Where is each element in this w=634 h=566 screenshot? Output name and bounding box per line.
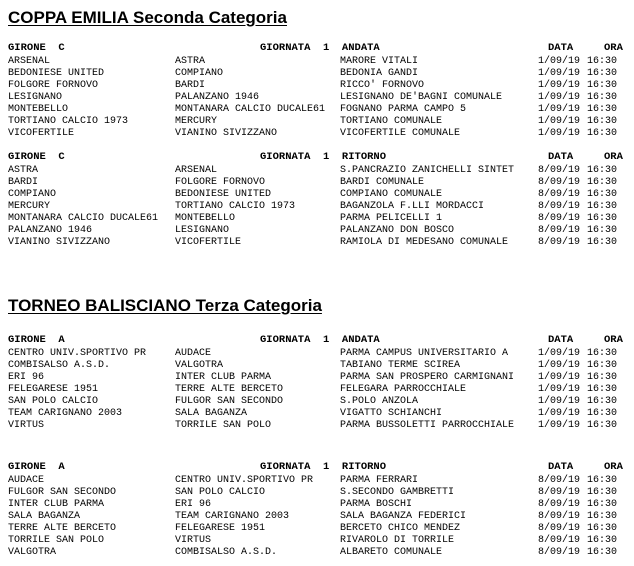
match-date: 8/09/19 <box>538 201 581 212</box>
match-date: 1/09/19 <box>538 104 581 115</box>
match-date: 8/09/19 <box>538 475 581 486</box>
away-team: MERCURY <box>175 116 218 127</box>
match-time: 16:30 <box>587 177 618 188</box>
home-team: VICOFERTILE <box>8 128 75 139</box>
venue: PARMA SAN PROSPERO CARMIGNANI <box>340 372 515 383</box>
venue: RICCO' FORNOVO <box>340 80 425 91</box>
table-row <box>0 56 634 68</box>
table-row <box>0 189 634 201</box>
table-row <box>0 177 634 189</box>
home-team: VIANINO SIVIZZANO <box>8 237 111 248</box>
match-time: 16:30 <box>587 360 618 371</box>
away-team: BEDONIESE UNITED <box>175 189 272 200</box>
giornata-label: GIORNATA 1 ANDATA <box>260 42 380 54</box>
table-row <box>0 68 634 80</box>
venue: S.PANCRAZIO ZANICHELLI SINTET <box>340 165 515 176</box>
away-team: AUDACE <box>175 348 212 359</box>
match-time: 16:30 <box>587 547 618 558</box>
venue: TABIANO TERME SCIREA <box>340 360 461 371</box>
time-column-header: ORA <box>604 151 623 163</box>
table-row <box>0 511 634 523</box>
away-team: ASTRA <box>175 56 206 67</box>
home-team: ARSENAL <box>8 56 51 67</box>
match-time: 16:30 <box>587 384 618 395</box>
away-team: SALA BAGANZA <box>175 408 248 419</box>
match-time: 16:30 <box>587 201 618 212</box>
away-team: VALGOTRA <box>175 360 224 371</box>
home-team: TORTIANO CALCIO 1973 <box>8 116 129 127</box>
time-column-header: ORA <box>604 42 623 54</box>
venue: LESIGNANO DE'BAGNI COMUNALE <box>340 92 503 103</box>
away-team: VIANINO SIVIZZANO <box>175 128 278 139</box>
date-column-header: DATA <box>548 334 574 346</box>
home-team: BARDI <box>8 177 39 188</box>
match-date: 1/09/19 <box>538 80 581 91</box>
table-row <box>0 128 634 140</box>
away-team: COMBISALSO A.S.D. <box>175 547 278 558</box>
table-row <box>0 201 634 213</box>
home-team: VIRTUS <box>8 420 45 431</box>
home-team: TEAM CARIGNANO 2003 <box>8 408 123 419</box>
away-team: FELEGARESE 1951 <box>175 523 266 534</box>
giornata-label: GIORNATA 1 RITORNO <box>260 461 387 473</box>
table-row <box>0 384 634 396</box>
venue: PARMA PELICELLI 1 <box>340 213 443 224</box>
match-date: 8/09/19 <box>538 213 581 224</box>
home-team: AUDACE <box>8 475 45 486</box>
match-time: 16:30 <box>587 104 618 115</box>
away-team: ARSENAL <box>175 165 218 176</box>
venue: PARMA FERRARI <box>340 475 419 486</box>
match-date: 8/09/19 <box>538 499 581 510</box>
table-row <box>0 408 634 420</box>
table-row <box>0 420 634 432</box>
girone-label: GIRONE A <box>8 461 65 473</box>
table-row <box>0 225 634 237</box>
home-team: SAN POLO CALCIO <box>8 396 99 407</box>
section-title: TORNEO BALISCIANO Terza Categoria <box>8 296 322 315</box>
home-team: CENTRO UNIV.SPORTIVO PR <box>8 348 147 359</box>
date-column-header: DATA <box>548 42 574 54</box>
table-row <box>0 104 634 116</box>
match-time: 16:30 <box>587 80 618 91</box>
match-date: 8/09/19 <box>538 225 581 236</box>
home-team: BEDONIESE UNITED <box>8 68 105 79</box>
venue: VIGATTO SCHIANCHI <box>340 408 443 419</box>
match-time: 16:30 <box>587 396 618 407</box>
table-row <box>0 92 634 104</box>
match-date: 1/09/19 <box>538 128 581 139</box>
match-time: 16:30 <box>587 165 618 176</box>
home-team: FULGOR SAN SECONDO <box>8 487 117 498</box>
table-row <box>0 213 634 225</box>
venue: S.POLO ANZOLA <box>340 396 419 407</box>
match-date: 8/09/19 <box>538 535 581 546</box>
match-time: 16:30 <box>587 116 618 127</box>
match-date: 8/09/19 <box>538 177 581 188</box>
venue: BERCETO CHICO MENDEZ <box>340 523 461 534</box>
giornata-label: GIORNATA 1 ANDATA <box>260 334 380 346</box>
match-date: 8/09/19 <box>538 165 581 176</box>
table-header <box>0 42 634 54</box>
match-time: 16:30 <box>587 213 618 224</box>
away-team: SAN POLO CALCIO <box>175 487 266 498</box>
home-team: ASTRA <box>8 165 39 176</box>
venue: ALBARETO COMUNALE <box>340 547 443 558</box>
venue: PALANZANO DON BOSCO <box>340 225 455 236</box>
table-row <box>0 499 634 511</box>
venue: COMPIANO COMUNALE <box>340 189 443 200</box>
away-team: PALANZANO 1946 <box>175 92 260 103</box>
match-time: 16:30 <box>587 475 618 486</box>
match-date: 8/09/19 <box>538 511 581 522</box>
match-time: 16:30 <box>587 523 618 534</box>
home-team: PALANZANO 1946 <box>8 225 93 236</box>
home-team: MONTANARA CALCIO DUCALE61 <box>8 213 159 224</box>
table-row <box>0 80 634 92</box>
match-time: 16:30 <box>587 420 618 431</box>
home-team: INTER CLUB PARMA <box>8 499 105 510</box>
home-team: COMBISALSO A.S.D. <box>8 360 111 371</box>
match-date: 1/09/19 <box>538 372 581 383</box>
table-row <box>0 475 634 487</box>
home-team: FOLGORE FORNOVO <box>8 80 99 91</box>
table-row <box>0 523 634 535</box>
home-team: SALA BAGANZA <box>8 511 81 522</box>
match-time: 16:30 <box>587 499 618 510</box>
date-column-header: DATA <box>548 151 574 163</box>
match-time: 16:30 <box>587 92 618 103</box>
table-row <box>0 165 634 177</box>
venue: BAGANZOLA F.LLI MORDACCI <box>340 201 485 212</box>
away-team: FULGOR SAN SECONDO <box>175 396 284 407</box>
venue: FOGNANO PARMA CAMPO 5 <box>340 104 467 115</box>
home-team: COMPIANO <box>8 189 57 200</box>
table-row <box>0 237 634 249</box>
table-row <box>0 372 634 384</box>
venue: FELEGARA PARROCCHIALE <box>340 384 467 395</box>
match-date: 1/09/19 <box>538 68 581 79</box>
away-team: FOLGORE FORNOVO <box>175 177 266 188</box>
away-team: LESIGNANO <box>175 225 230 236</box>
home-team: MERCURY <box>8 201 51 212</box>
table-header <box>0 334 634 346</box>
venue: RAMIOLA DI MEDESANO COMUNALE <box>340 237 509 248</box>
away-team: TEAM CARIGNANO 2003 <box>175 511 290 522</box>
away-team: TERRE ALTE BERCETO <box>175 384 284 395</box>
section-title: COPPA EMILIA Seconda Categoria <box>8 8 287 27</box>
venue: SALA BAGANZA FEDERICI <box>340 511 467 522</box>
date-column-header: DATA <box>548 461 574 473</box>
match-time: 16:30 <box>587 56 618 67</box>
girone-label: GIRONE C <box>8 151 65 163</box>
away-team: BARDI <box>175 80 206 91</box>
match-date: 1/09/19 <box>538 56 581 67</box>
table-row <box>0 348 634 360</box>
venue: PARMA BUSSOLETTI PARROCCHIALE <box>340 420 515 431</box>
away-team: ERI 96 <box>175 499 212 510</box>
home-team: TERRE ALTE BERCETO <box>8 523 117 534</box>
venue: PARMA CAMPUS UNIVERSITARIO A <box>340 348 509 359</box>
time-column-header: ORA <box>604 334 623 346</box>
time-column-header: ORA <box>604 461 623 473</box>
match-date: 8/09/19 <box>538 189 581 200</box>
match-date: 1/09/19 <box>538 396 581 407</box>
match-time: 16:30 <box>587 348 618 359</box>
venue: MARORE VITALI <box>340 56 419 67</box>
match-date: 8/09/19 <box>538 547 581 558</box>
away-team: TORTIANO CALCIO 1973 <box>175 201 296 212</box>
match-time: 16:30 <box>587 225 618 236</box>
home-team: ERI 96 <box>8 372 45 383</box>
venue: VICOFERTILE COMUNALE <box>340 128 461 139</box>
table-row <box>0 360 634 372</box>
home-team: FELEGARESE 1951 <box>8 384 99 395</box>
match-date: 8/09/19 <box>538 523 581 534</box>
match-time: 16:30 <box>587 189 618 200</box>
home-team: LESIGNANO <box>8 92 63 103</box>
match-time: 16:30 <box>587 128 618 139</box>
home-team: VALGOTRA <box>8 547 57 558</box>
venue: BEDONIA GANDI <box>340 68 419 79</box>
match-time: 16:30 <box>587 372 618 383</box>
away-team: TORRILE SAN POLO <box>175 420 272 431</box>
table-row <box>0 396 634 408</box>
away-team: MONTANARA CALCIO DUCALE61 <box>175 104 326 115</box>
match-date: 8/09/19 <box>538 487 581 498</box>
home-team: TORRILE SAN POLO <box>8 535 105 546</box>
match-date: 1/09/19 <box>538 116 581 127</box>
away-team: CENTRO UNIV.SPORTIVO PR <box>175 475 314 486</box>
match-date: 1/09/19 <box>538 348 581 359</box>
table-row <box>0 116 634 128</box>
table-header <box>0 151 634 163</box>
table-row <box>0 535 634 547</box>
venue: BARDI COMUNALE <box>340 177 425 188</box>
away-team: INTER CLUB PARMA <box>175 372 272 383</box>
match-time: 16:30 <box>587 535 618 546</box>
match-time: 16:30 <box>587 68 618 79</box>
venue: RIVAROLO DI TORRILE <box>340 535 455 546</box>
venue: PARMA BOSCHI <box>340 499 413 510</box>
venue: TORTIANO COMUNALE <box>340 116 443 127</box>
away-team: VIRTUS <box>175 535 212 546</box>
girone-label: GIRONE A <box>8 334 65 346</box>
venue: S.SECONDO GAMBRETTI <box>340 487 455 498</box>
giornata-label: GIORNATA 1 RITORNO <box>260 151 387 163</box>
match-time: 16:30 <box>587 487 618 498</box>
table-row <box>0 487 634 499</box>
table-row <box>0 547 634 559</box>
match-date: 1/09/19 <box>538 92 581 103</box>
match-time: 16:30 <box>587 237 618 248</box>
match-date: 1/09/19 <box>538 384 581 395</box>
match-date: 1/09/19 <box>538 420 581 431</box>
match-date: 1/09/19 <box>538 408 581 419</box>
girone-label: GIRONE C <box>8 42 65 54</box>
home-team: MONTEBELLO <box>8 104 69 115</box>
match-date: 8/09/19 <box>538 237 581 248</box>
away-team: VICOFERTILE <box>175 237 242 248</box>
away-team: MONTEBELLO <box>175 213 236 224</box>
away-team: COMPIANO <box>175 68 224 79</box>
match-time: 16:30 <box>587 511 618 522</box>
match-date: 1/09/19 <box>538 360 581 371</box>
match-time: 16:30 <box>587 408 618 419</box>
table-header <box>0 461 634 473</box>
